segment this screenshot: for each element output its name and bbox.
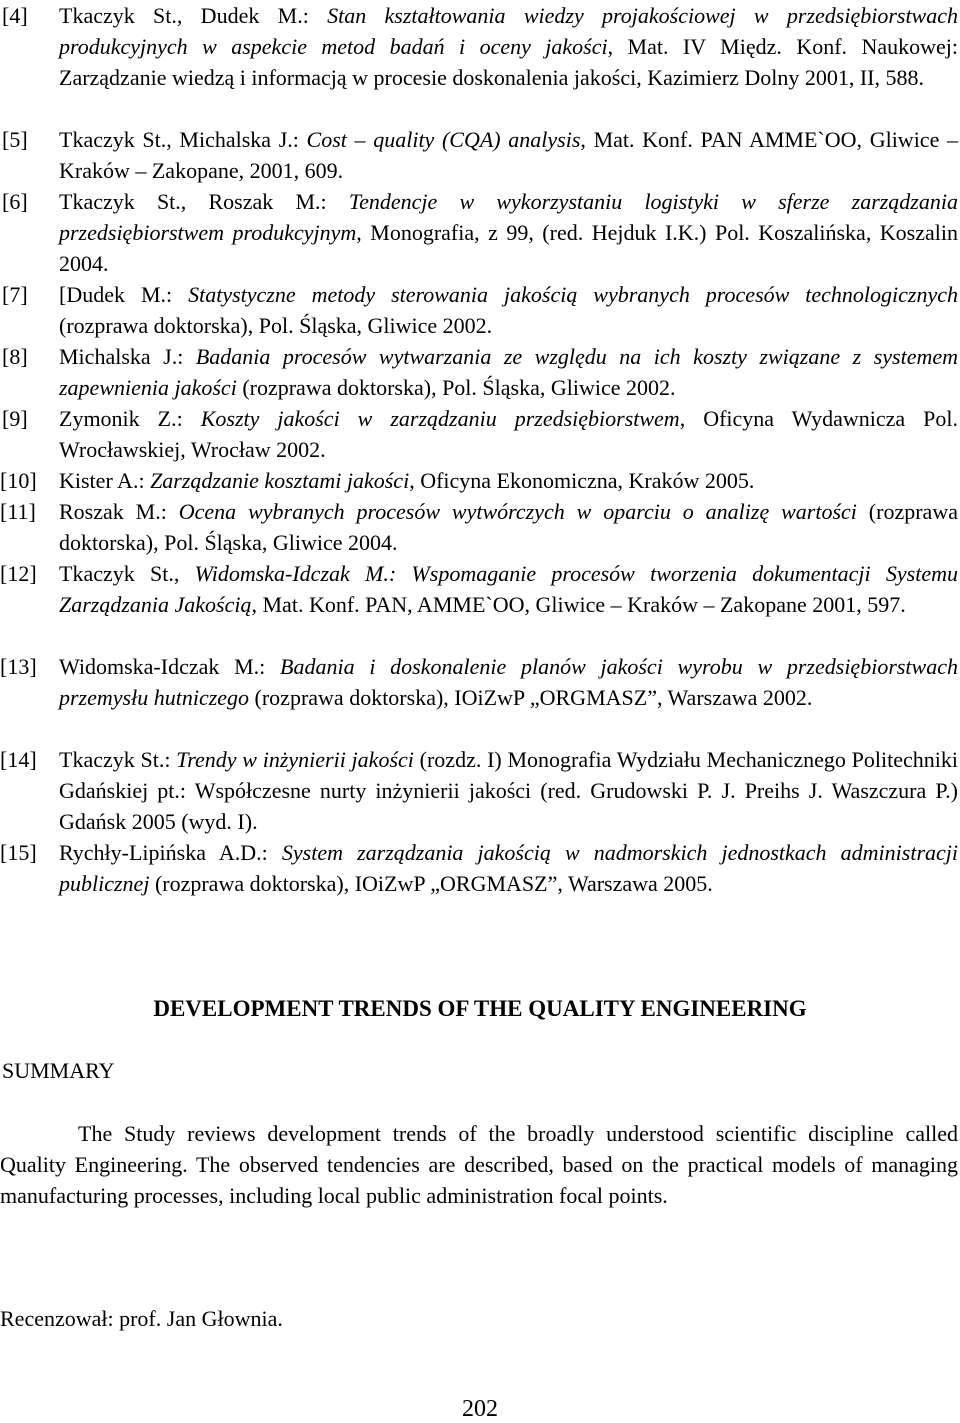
reference-title: Ocena wybranych procesów wytwórczych w oparciu o analizę wartości: [178, 499, 857, 524]
reference-details: (rozdz. I) Monografia Wydziału Mechanicznego Politechniki Gdańskiej pt.: Współczesne nurty inżynierii jakości (red. Grudowski P. J. Preihs J. Waszczura P.) Gdańsk 2005 (wyd. I).: [59, 747, 959, 834]
reviewer-note: Recenzował: prof. Jan Głownia.: [0, 1306, 283, 1331]
reference-item: [0, 744, 958, 837]
reference-title: Badania procesów wytwarzania ze względu na ich koszty związane z systemem zapewnienia jakości: [59, 344, 958, 400]
reference-number: [9]: [2, 406, 28, 431]
reference-item: [0, 465, 958, 496]
page-number: 202: [462, 1396, 498, 1422]
reference-number: [11]: [0, 499, 36, 524]
reference-item: [0, 124, 958, 186]
reference-title: Badania i doskonalenie planów jakości wyrobu w przedsiębiorstwach przemysłu hutniczego: [59, 654, 958, 710]
reference-details: (rozprawa doktorska), IOiZwP „ORGMASZ”, Warszawa 2002.: [249, 685, 813, 710]
reference-title: Statystyczne metody sterowania jakością wybranych procesów technologicznych: [188, 282, 958, 307]
reference-title: Cost – quality (CQA) analysis: [306, 127, 581, 152]
reference-number: [7]: [2, 282, 28, 307]
reference-number: [10]: [0, 468, 37, 493]
reference-number: [12]: [0, 561, 37, 586]
reference-item: [0, 403, 958, 465]
reference-item: [0, 651, 958, 713]
reference-authors: [Dudek M.:: [59, 282, 189, 307]
reference-number: [13]: [0, 654, 37, 679]
reference-title: Zarządzanie kosztami jakości: [150, 468, 410, 493]
summary-paragraph: The Study reviews development trends of the broadly understood scientific discipline called Quality Engineering. The observed tendencies are described, based on the practical models of managing manufacturing processes, including local public administration focal points.: [0, 1121, 958, 1208]
reference-details: , Monografia, z 99, (red. Hejduk I.K.) Pol. Koszalińska, Koszalin 2004.: [59, 220, 958, 276]
reference-details: , Oficyna Wydawnicza Pol. Wrocławskiej, Wrocław 2002.: [59, 406, 958, 462]
reference-title: Tendencje w wykorzystaniu logistyki w sferze zarządzania przedsiębiorstwem produkcyjnym: [59, 189, 958, 245]
reference-item: [0, 0, 958, 93]
reference-title: Koszty jakości w zarządzaniu przedsiębiorstwem: [200, 406, 680, 431]
reference-title: Stan kształtowania wiedzy projakościowej w przedsiębiorstwach produkcyjnych w aspekcie metod badań i oceny jakości: [59, 3, 958, 59]
reference-number: [4]: [2, 3, 28, 28]
reference-item: [0, 341, 958, 403]
reference-authors: Tkaczyk St.,: [59, 561, 195, 586]
reference-authors: Zymonik Z.:: [59, 406, 201, 431]
reference-item: [0, 186, 958, 279]
reference-number: [14]: [0, 747, 37, 772]
reference-item: [0, 496, 958, 558]
reference-item: [0, 837, 958, 899]
reference-details: , Mat. Konf. PAN AMME`OO, Gliwice – Kraków – Zakopane, 2001, 609.: [59, 127, 958, 183]
reference-title: System zarządzania jakością w nadmorskich jednostkach administracji publicznej: [59, 840, 958, 896]
reference-item: [0, 279, 958, 341]
reference-item: [0, 558, 958, 620]
reference-authors: Tkaczyk St.:: [59, 747, 177, 772]
reference-number: [15]: [0, 840, 37, 865]
reference-details: (rozprawa doktorska), IOiZwP „ORGMASZ”, Warszawa 2005.: [149, 871, 713, 896]
reference-details: (rozprawa doktorska), Pol. Śląska, Gliwice 2002.: [236, 375, 676, 400]
reference-authors: Tkaczyk St., Michalska J.:: [59, 127, 307, 152]
reference-title: Trendy w inżynierii jakości: [176, 747, 414, 772]
reference-authors: Kister A.:: [59, 468, 151, 493]
reference-details: (rozprawa doktorska), Pol. Śląska, Gliwice 2004.: [59, 499, 958, 555]
reference-authors: Tkaczyk St., Roszak M.:: [59, 189, 349, 214]
reference-authors: Rychły-Lipińska A.D.:: [59, 840, 282, 865]
reference-authors: Widomska-Idczak M.:: [59, 654, 281, 679]
reference-number: [6]: [2, 189, 28, 214]
reference-details: , Mat. IV Międz. Konf. Naukowej: Zarządzanie wiedzą i informacją w procesie doskonalenia jakości, Kazimierz Dolny 2001, II, 588.: [59, 34, 959, 90]
reference-authors: Michalska J.:: [59, 344, 196, 369]
reference-authors: Tkaczyk St., Dudek M.:: [59, 3, 328, 28]
reference-authors: Roszak M.:: [59, 499, 179, 524]
reference-number: [5]: [2, 127, 28, 152]
reference-details: , Mat. Konf. PAN, AMME`OO, Gliwice – Kraków – Zakopane 2001, 597.: [251, 592, 906, 617]
summary-heading: SUMMARY: [2, 1058, 115, 1083]
reference-title: Widomska-Idczak M.: Wspomaganie procesów tworzenia dokumentacji Systemu Zarządzania Jakością: [59, 561, 958, 617]
reference-details: , Oficyna Ekonomiczna, Kraków 2005.: [409, 468, 755, 493]
reference-details: (rozprawa doktorska), Pol. Śląska, Gliwice 2002.: [59, 313, 493, 338]
reference-number: [8]: [2, 344, 28, 369]
paper-title: DEVELOPMENT TRENDS OF THE QUALITY ENGINEERING: [153, 996, 807, 1021]
